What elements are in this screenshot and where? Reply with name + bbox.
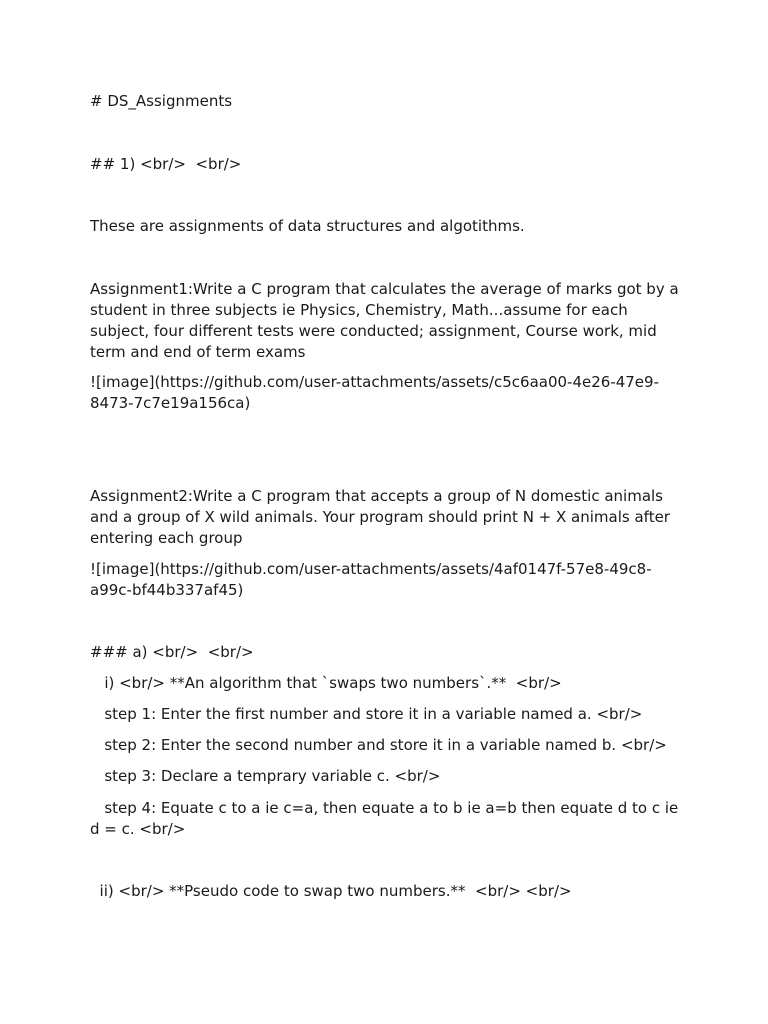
heading-section-a: ### a) <br/> <br/> [90,643,254,661]
algorithm-step-3: step 3: Declare a temprary variable c. <br/> [90,767,441,785]
algorithm-step-1: step 1: Enter the first number and store it in a variable named a. <br/> [90,705,643,723]
algorithm-step-2: step 2: Enter the second number and store it in a variable named b. <br/> [90,736,667,754]
intro-paragraph: These are assignments of data structures and algotithms. [90,217,525,235]
assignment2-paragraph: Assignment2:Write a C program that accepts a group of N domestic animals and a group of X wild animals. Your program should print N + X animals after entering each group [90,487,675,547]
pseudo-code-title: ii) <br/> **Pseudo code to swap two numbers.** <br/> <br/> [90,882,572,900]
image2-link-text: ![image](https://github.com/user-attachments/assets/4af0147f-57e8-49c8-a99c-bf44b337af45) [90,560,652,599]
assignment1-paragraph: Assignment1:Write a C program that calculates the average of marks got by a student in three subjects ie Physics, Chemistry, Math...assume for each subject, four different tests were conducted; assignment, Course work, mid term and end of term exams [90,280,684,361]
image1-link-text: ![image](https://github.com/user-attachments/assets/c5c6aa00-4e26-47e9-8473-7c7e19a156ca) [90,373,659,412]
heading-ds-assignments: # DS_Assignments [90,92,233,110]
heading-section-1: ## 1) <br/> <br/> [90,155,242,173]
algorithm-title: i) <br/> **An algorithm that `swaps two numbers`.** <br/> [90,674,562,692]
algorithm-step-4: step 4: Equate c to a ie c=a, then equate a to b ie a=b then equate d to c ie d = c. <br/> [90,799,684,838]
